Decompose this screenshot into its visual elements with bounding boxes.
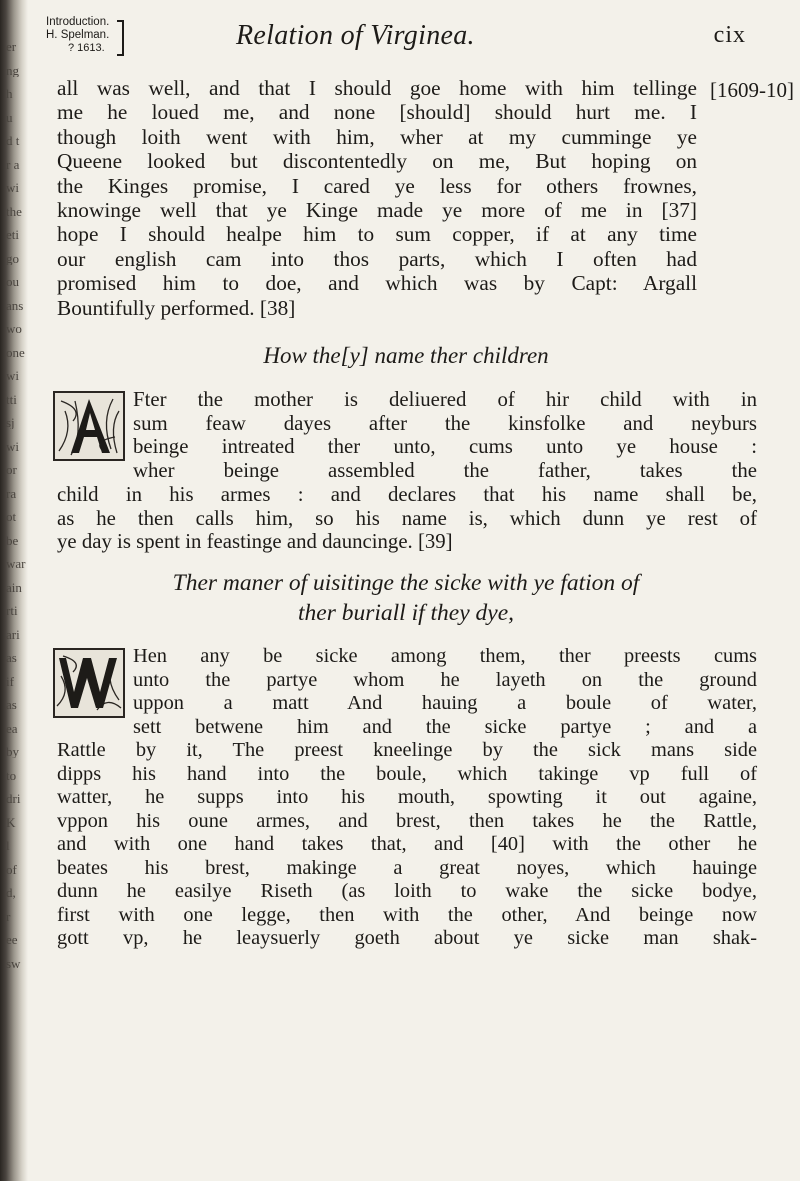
bleed-fragment: sj (6, 416, 15, 429)
bleed-fragment: K (6, 815, 16, 829)
bleed-fragment: sw (6, 956, 21, 970)
text-line: child in his armes : and declares that his name shall be, (57, 482, 757, 506)
bleed-fragment: wi (6, 439, 19, 453)
bleed-fragment: er (6, 40, 17, 53)
bleed-fragment: to (6, 768, 17, 782)
text-line: as he then calls him, so his name is, which dunn ye rest of (57, 506, 757, 530)
bleed-fragment: ee (6, 933, 18, 946)
text-line: the Kinges promise, I cared ye less for others frownes, (57, 173, 697, 198)
text-line: Queene looked but discontentedly on me, But hoping on (57, 149, 697, 174)
text-line: though loith went with him, wher at my cumminge ye (57, 124, 697, 149)
text-line: beinge intreated ther unto, cums unto ye house : (133, 435, 757, 459)
bleed-fragment: tti (6, 392, 17, 406)
bleed-fragment: ea (6, 721, 18, 735)
bleed-fragment: as (6, 698, 17, 711)
bleed-fragment: ou (6, 275, 19, 288)
text-line: dunn he easilye Riseth (as loith to wake the sicke bodye, (57, 880, 757, 902)
bleed-fragment: ra (6, 486, 17, 500)
paragraph-1 (57, 76, 697, 320)
section-marker (46, 16, 122, 56)
text-line: Bountifully performed. [38] (57, 295, 296, 320)
text-line: sett betwene him and the sicke partye ; and a (133, 715, 757, 738)
bleed-fragment: the (6, 204, 22, 218)
page-header (46, 14, 746, 74)
text-line: our english cam into thos parts, which I often had (57, 246, 697, 271)
bleed-fragment: dri (6, 792, 21, 805)
bleed-fragment: ari (6, 627, 20, 641)
bleed-fragment: d t (6, 134, 20, 147)
bleed-fragment: if (6, 674, 14, 688)
bleed-fragment: wi (6, 369, 19, 382)
text-line: me he loued me, and none [should] should hurt me. I (57, 100, 697, 125)
text-line: gott vp, he leaysuerly goeth about ye sicke man shak- (57, 927, 757, 949)
text-line: hope I should healpe him to sum copper, if at any time (57, 222, 697, 247)
dropcap-w-icon (53, 648, 125, 718)
text-line: and with one hand takes that, and [40] with the other he (57, 833, 757, 855)
bleed-fragment: go (6, 251, 19, 265)
heading-2-line-1: Ther maner of uisitinge the sicke with ye fation of (172, 570, 640, 596)
bleed-fragment: u (6, 110, 13, 124)
text-line: first with one legge, then with the other, And beinge now (57, 903, 757, 926)
text-line: uppon a matt And hauing a boule of water, (133, 692, 757, 714)
bleed-fragment: of (6, 862, 17, 876)
dropcap-a-icon (53, 391, 125, 461)
section-heading-2 (56, 568, 756, 628)
text-line: watter, he supps into his mouth, spowting it out againe, (57, 786, 757, 808)
bracket-shape (117, 20, 124, 56)
text-line: vppon his oune armes, and brest, then takes he the Rattle, (57, 809, 757, 832)
author-label: H. Spelman. (46, 29, 110, 41)
heading-2-line-2: ther buriall if they dye, (297, 600, 515, 626)
text-line: dipps his hand into the boule, which takinge vp full of (57, 762, 757, 785)
page-number: cix (713, 22, 746, 48)
bleed-fragment: as (6, 651, 17, 664)
text-line: Hen any be sicke among them, ther preests cums (133, 645, 757, 667)
section-2-body (57, 645, 757, 951)
bleed-fragment: ng (6, 63, 19, 77)
year-label: ? 1613. (68, 42, 105, 54)
bleed-fragment: l (6, 839, 10, 852)
text-line: wher beinge assembled the father, takes the (133, 459, 757, 483)
bleed-fragment: wo (6, 322, 22, 335)
bleed-fragment: eti (6, 228, 19, 241)
section-heading-1: How the[y] name ther children (263, 343, 549, 368)
running-title: Relation of Virginea. (236, 20, 475, 51)
bleed-fragment: be (6, 533, 19, 547)
text-line: all was well, and that I should goe home with him tellinge (57, 76, 697, 100)
text-line: Rattle by it, The preest kneelinge by the sick mans side (57, 739, 757, 761)
text-line: knowinge well that ye Kinge made ye more of me in [37] (57, 198, 697, 223)
text-line: ye day is spent in feastinge and dauncinge. [39] (57, 530, 453, 554)
bleed-fragment: r (6, 909, 11, 923)
section-1-body (57, 388, 757, 554)
bleed-fragment: or (6, 463, 17, 476)
bleed-fragment: wi (6, 181, 19, 194)
bleed-fragment: one (6, 345, 25, 359)
text-line: Fter the mother is deliuered of hir child with in (133, 388, 757, 411)
text-line: unto the partye whom he layeth on the ground (133, 668, 757, 691)
bleed-fragment: by (6, 745, 19, 758)
bleed-fragment: rti (6, 604, 18, 617)
bleed-fragment: ot (6, 510, 17, 523)
bleed-fragment: war (6, 557, 26, 570)
bleed-fragment: h (6, 87, 13, 100)
bleed-fragment: d, (6, 886, 16, 899)
intro-label: Introduction. (46, 16, 110, 28)
bleed-fragment: ans (6, 298, 24, 312)
bleed-fragment: ain (6, 580, 22, 594)
date-side-note: [1609-10] (710, 78, 794, 102)
text-line: beates his brest, makinge a great noyes, which hauinge (57, 856, 757, 879)
text-line: sum feaw dayes after the kinsfolke and neyburs (133, 411, 757, 435)
bleed-fragment: r a (6, 157, 20, 171)
text-line: promised him to doe, and which was by Capt: Argall (57, 271, 697, 296)
